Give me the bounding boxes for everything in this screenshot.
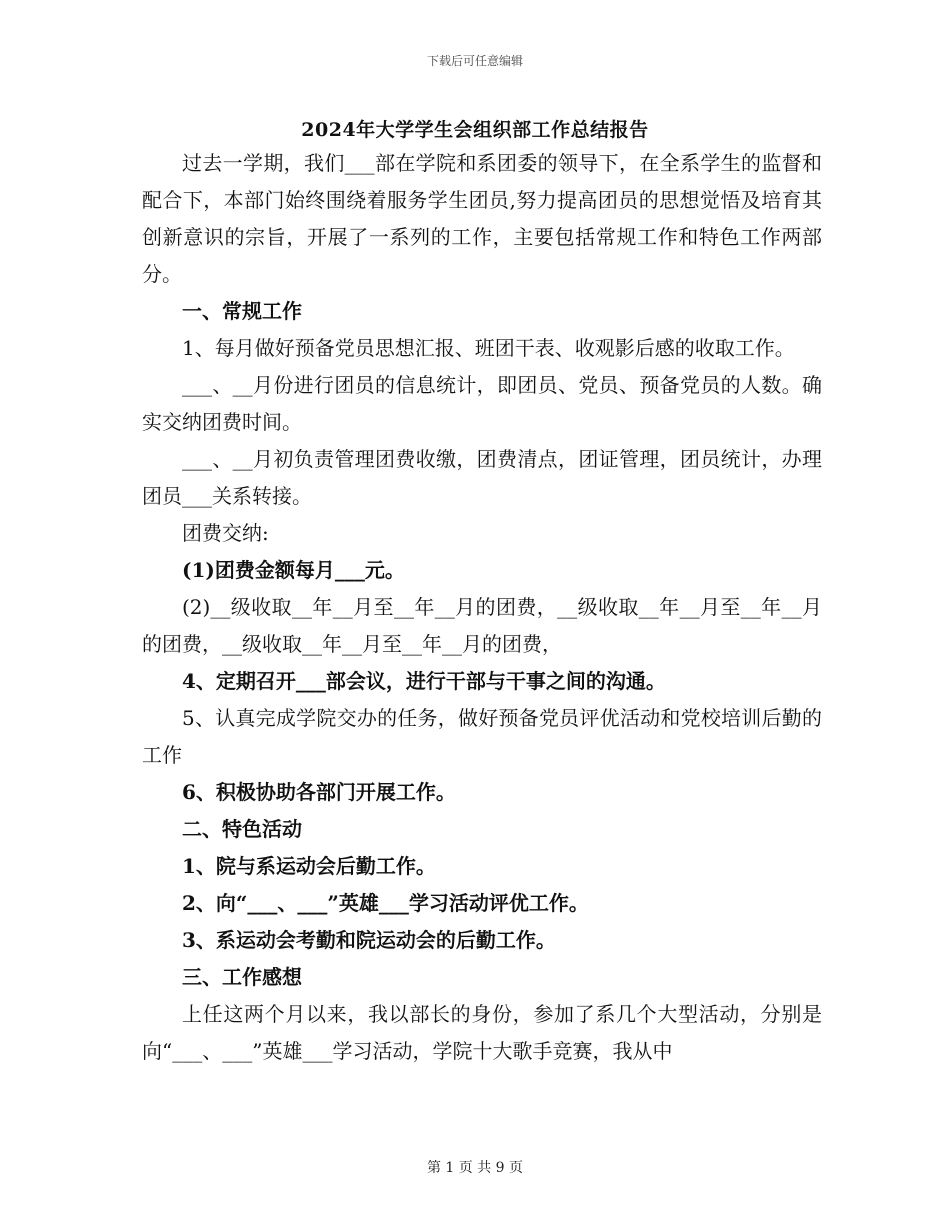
document-title: 2024年大学学生会组织部工作总结报告 [301,119,649,141]
paragraph-special-2: 2、向“___、___”英雄___学习活动评优工作。 [182,891,589,915]
page-number: 第 1 页 共 9 页 [426,1160,524,1176]
section-heading-routine-work: 一、常规工作 [182,299,302,323]
paragraph-item-5: 5、认真完成学院交办的任务，做好预备党员评优活动和党校培训后勤的工作 [142,706,822,767]
paragraph-item-4: 4、定期召开___部会议，进行干部与干事之间的沟通。 [182,669,666,693]
paragraph-intro: 过去一学期，我们___部在学院和系团委的领导下，在全系学生的监督和配合下，本部门始终围绕着服务学生团员,努力提高团员的思想觉悟及培育其创新意识的宗旨，开展了一系列的工作，主要包括常规工作和特色工作两部分。 [142,151,822,286]
paragraph-reflections: 上任这两个月以来，我以部长的身份，参加了系几个大型活动，分别是向“___、___”英雄___学习活动，学院十大歌手竞赛，我从中 [142,1002,822,1063]
paragraph-member-statistics: ___、__月份进行团员的信息统计，即团员、党员、预备党员的人数。确实交纳团费时间。 [142,373,822,434]
paragraph-item-6: 6、积极协助各部门开展工作。 [182,780,456,804]
paragraph-fee-amount: (1)团费金额每月___元。 [182,558,405,582]
section-heading-special-activities: 二、特色活动 [182,817,302,841]
paragraph-special-1: 1、院与系运动会后勤工作。 [182,854,436,878]
paragraph-item-1: 1、每月做好预备党员思想汇报、班团干表、收观影后感的收取工作。 [182,336,795,360]
paragraph-fee-payment-label: 团费交纳: [182,521,269,545]
paragraph-fee-management: ___、__月初负责管理团费收缴，团费清点，团证管理，团员统计，办理团员___关系转接。 [142,447,822,508]
section-heading-reflections: 三、工作感想 [182,965,302,989]
document-body [142,145,822,1070]
paragraph-fee-schedule: (2)__级收取__年__月至__年__月的团费，__级收取__年__月至__年__月的团费，__级收取__年__月至__年__月的团费， [142,595,822,656]
header-note: 下载后可任意编辑 [426,54,523,68]
paragraph-special-3: 3、系运动会考勤和院运动会的后勤工作。 [182,928,556,952]
